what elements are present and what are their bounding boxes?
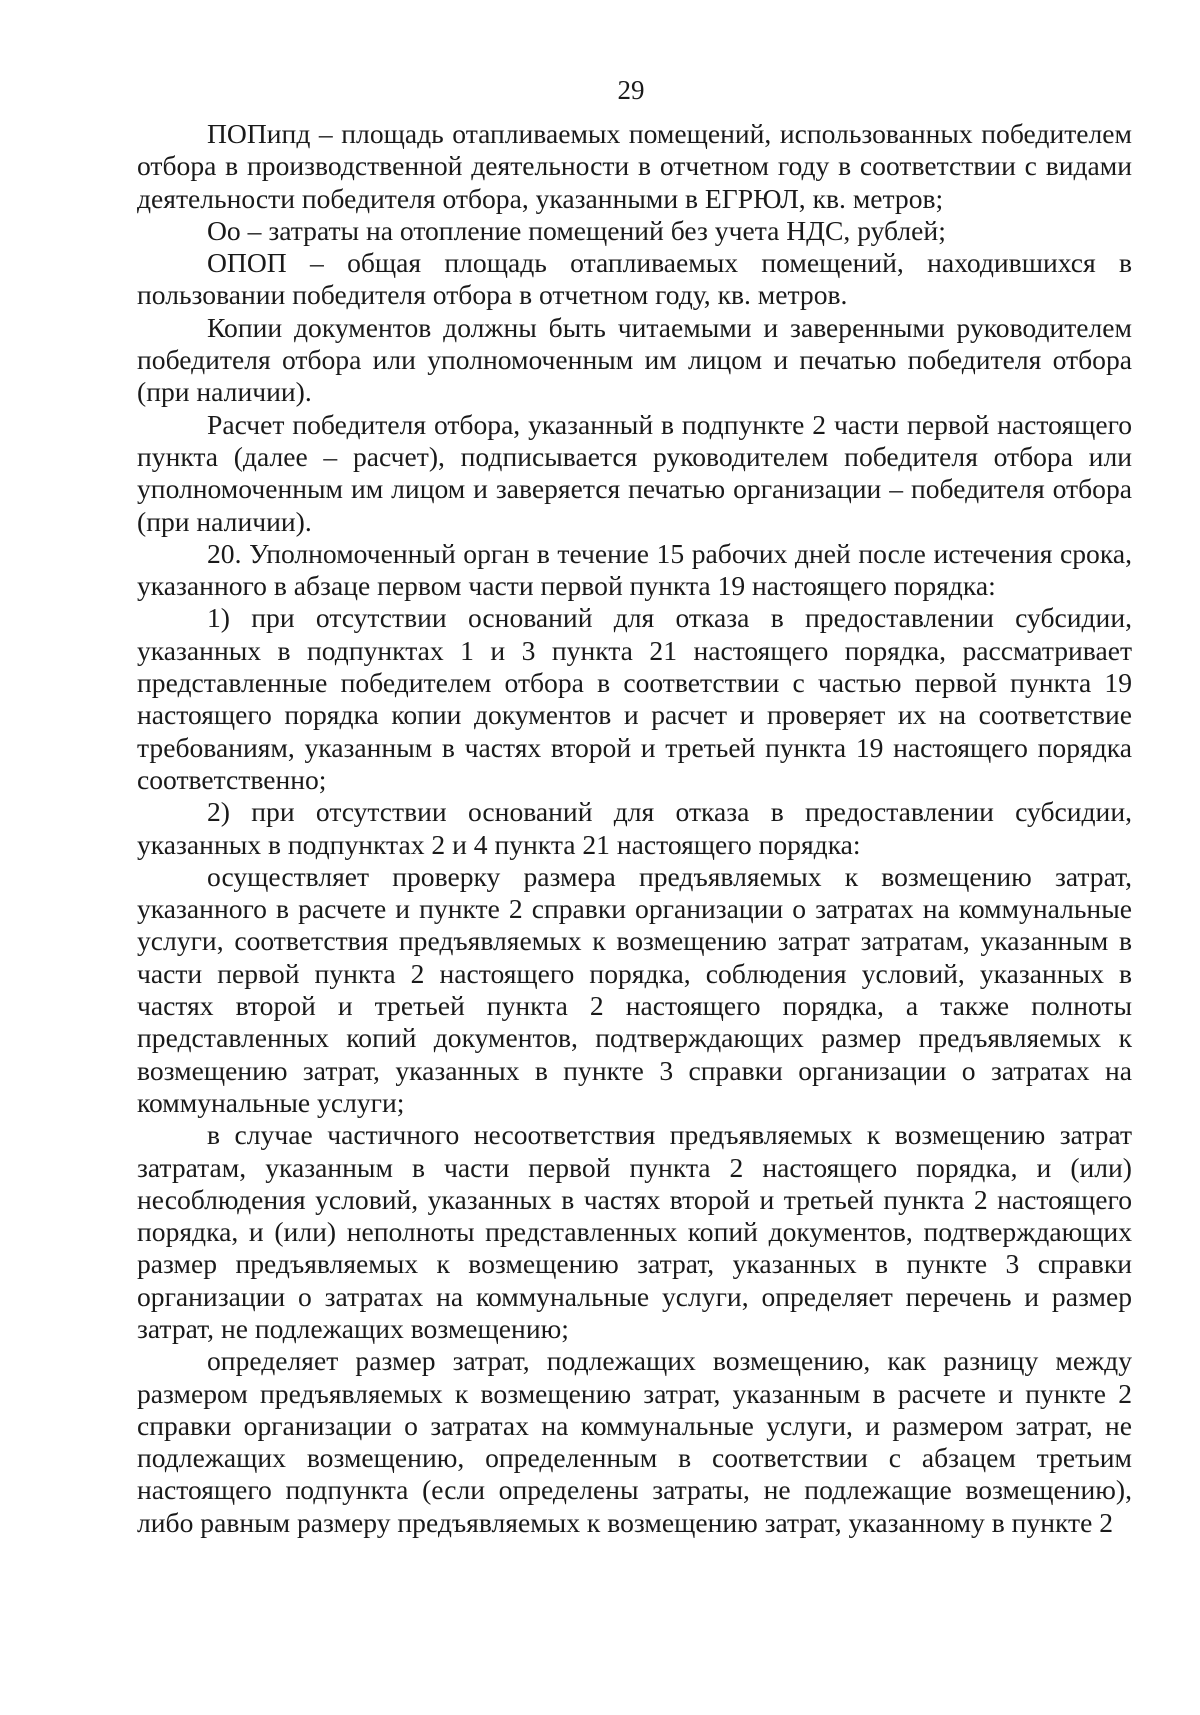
paragraph-calculation: Расчет победителя отбора, указанный в подпункте 2 части первой настоящего пункта (далее – расчет), подписывается руководителем победителя отбора или уполномоченным им лицом и заверяется печатью организации – победителя отбора (при наличии).: [137, 408, 1132, 537]
document-body: [137, 118, 1132, 1539]
paragraph-popipd-definition: ПОПипд – площадь отапливаемых помещений, использованных победителем отбора в производственной деятельности в отчетном году в соответствии с видами деятельности победителя отбора, указанными в ЕГРЮЛ, кв. метров;: [137, 118, 1132, 214]
paragraph-opop-definition: ОПОП – общая площадь отапливаемых помещений, находившихся в пользовании победителя отбора в отчетном году, кв. метров.: [137, 247, 1132, 311]
paragraph-subclause-2: 2) при отсутствии оснований для отказа в предоставлении субсидии, указанных в подпунктах 2 и 4 пункта 21 настоящего порядка:: [137, 796, 1132, 860]
page-number: 29: [617, 75, 645, 105]
paragraph-clause-20: 20. Уполномоченный орган в течение 15 рабочих дней после истечения срока, указанного в абзаце первом части первой пункта 19 настоящего порядка:: [137, 537, 1132, 602]
paragraph-document-copies: Копии документов должны быть читаемыми и заверенными руководителем победителя отбора или уполномоченным им лицом и печатью победителя отбора (при наличии).: [137, 311, 1132, 408]
paragraph-verification: осуществляет проверку размера предъявляемых к возмещению затрат, указанного в расчете и пункте 2 справки организации о затратах на коммунальные услуги, соответствия предъявляемых к возмещению затрат затратам, указанным в части первой пункта 2 настоящего порядка, соблюдения условий, указанных в частях второй и третьей пункта 2 настоящего порядка, а также полноты представленных копий документов, подтверждающих размер предъявляемых к возмещению затрат, указанных в пункте 3 справки организации о затратах на коммунальные услуги;: [137, 860, 1132, 1118]
paragraph-oo-definition: Оо – затраты на отопление помещений без учета НДС, рублей;: [207, 214, 946, 246]
paragraph-reimbursement-amount: определяет размер затрат, подлежащих возмещению, как разницу между размером предъявляемых к возмещению затрат, указанным в расчете и пункте 2 справки организации о затратах на коммунальные услуги, и размером затрат, не подлежащих возмещению, определенным в соответствии с абзацем третьим настоящего подпункта (если определены затраты, не подлежащие возмещению), либо равным размеру предъявляемых к возмещению затрат, указанному в пункте 2: [137, 1345, 1132, 1538]
paragraph-partial-mismatch: в случае частичного несоответствия предъявляемых к возмещению затрат затратам, указанным в части первой пункта 2 настоящего порядка, и (или) несоблюдения условий, указанных в частях второй и третьей пункта 2 настоящего порядка, и (или) неполноты представленных копий документов, подтверждающих размер предъявляемых к возмещению затрат, указанных в пункте 3 справки организации о затратах на коммунальные услуги, определяет перечень и размер затрат, не подлежащих возмещению;: [137, 1119, 1132, 1344]
paragraph-subclause-1: 1) при отсутствии оснований для отказа в предоставлении субсидии, указанных в подпунктах 1 и 3 пункта 21 настоящего порядка, рассматривает представленные победителем отбора в соответствии с частью первой пункта 19 настоящего порядка копии документов и расчет и проверяет их на соответствие требованиям, указанным в частях второй и третьей пункта 19 настоящего порядка соответственно;: [137, 602, 1132, 795]
